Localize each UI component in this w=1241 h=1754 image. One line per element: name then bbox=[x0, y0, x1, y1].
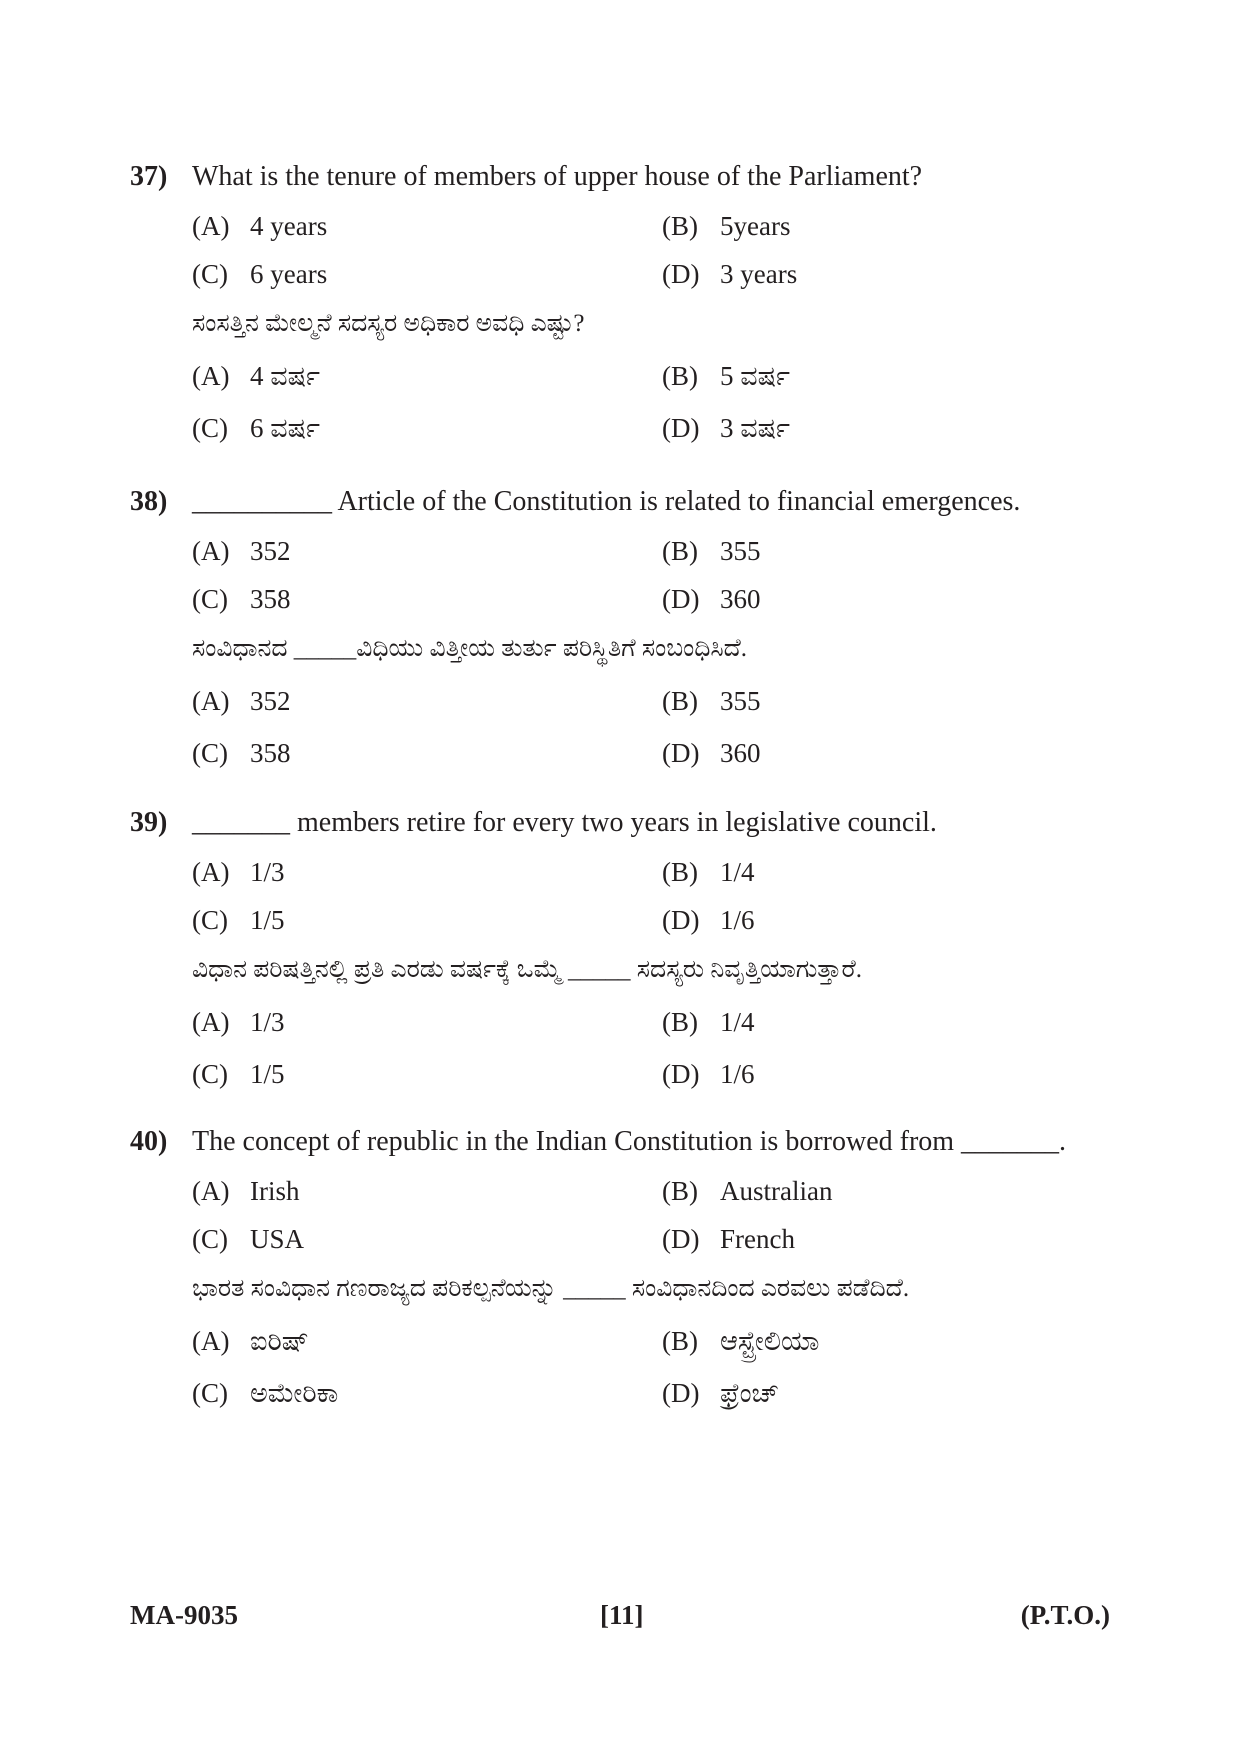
option-d: (D) 360 bbox=[662, 584, 761, 614]
kannada-option-d: (D) 3 ವರ್ಷ bbox=[662, 413, 790, 443]
question-39 bbox=[130, 798, 1130, 1100]
option-c: (C) 6 years bbox=[192, 259, 328, 289]
question-number: 37) bbox=[130, 161, 168, 192]
options-row bbox=[130, 575, 1130, 623]
question-40 bbox=[130, 1117, 1130, 1419]
option-b: (B) 5years bbox=[662, 211, 791, 241]
kannada-question-text: ಸಂವಿಧಾನದ _____ವಿಧಿಯು ವಿತ್ತೀಯ ತುರ್ತು ಪರಿಸ್ಥಿತಿಗೆ ಸಂಬಂಧಿಸಿದೆ. bbox=[192, 635, 748, 662]
question-text: The concept of republic in the Indian Constitution is borrowed from _______. bbox=[192, 1126, 1067, 1157]
kannada-question-text: ವಿಧಾನ ಪರಿಷತ್ತಿನಲ್ಲಿ ಪ್ರತಿ ಎರಡು ವರ್ಷಕ್ಕೆ ಒಮ್ಮೆ _____ ಸದಸ್ಯರು ನಿವೃತ್ತಿಯಾಗುತ್ತಾರೆ. bbox=[192, 956, 862, 983]
paper-code: MA-9035 bbox=[130, 1600, 238, 1630]
kannada-option-a: (A) 1/3 bbox=[192, 1007, 285, 1037]
question-text: _______ members retire for every two years in legislative council. bbox=[192, 807, 937, 838]
kannada-option-a: (A) ಐರಿಷ್ bbox=[192, 1326, 309, 1356]
kannada-question-text: ಸಂಸತ್ತಿನ ಮೇಲ್ಮನೆ ಸದಸ್ಯರ ಅಧಿಕಾರ ಅವಧಿ ಎಷ್ಟು? bbox=[192, 310, 585, 337]
option-d: (D) French bbox=[662, 1224, 795, 1254]
option-c: (C) 358 bbox=[192, 584, 291, 614]
question-number: 39) bbox=[130, 807, 168, 838]
kannada-option-b: (B) 1/4 bbox=[662, 1007, 755, 1037]
option-b: (B) Australian bbox=[662, 1176, 833, 1206]
option-c: (C) USA bbox=[192, 1224, 305, 1254]
question-37 bbox=[130, 152, 1130, 454]
options-row bbox=[130, 1167, 1130, 1215]
option-a: (A) Irish bbox=[192, 1176, 300, 1206]
kannada-option-b: (B) ಆಸ್ಟ್ರೇಲಿಯಾ bbox=[662, 1326, 820, 1356]
option-a: (A) 4 years bbox=[192, 211, 328, 241]
kannada-option-c: (C) 1/5 bbox=[192, 1059, 285, 1089]
option-d: (D) 1/6 bbox=[662, 905, 755, 935]
kannada-options-row bbox=[130, 675, 1130, 727]
kannada-options-row bbox=[130, 1367, 1130, 1419]
question-number: 38) bbox=[130, 486, 168, 517]
question-text: __________ Article of the Constitution is related to financial emergences. bbox=[192, 486, 1021, 517]
kannada-option-c: (C) 6 ವರ್ಷ bbox=[192, 413, 320, 443]
kannada-option-d: (D) ಫ್ರೆಂಚ್ bbox=[662, 1378, 779, 1408]
kannada-options-row bbox=[130, 727, 1130, 779]
kannada-option-c: (C) 358 bbox=[192, 738, 291, 768]
kannada-option-b: (B) 5 ವರ್ಷ bbox=[662, 361, 790, 391]
option-a: (A) 1/3 bbox=[192, 857, 285, 887]
kannada-options-row bbox=[130, 350, 1130, 402]
question-stem bbox=[130, 477, 1130, 527]
kannada-options-row bbox=[130, 402, 1130, 454]
kannada-options-row bbox=[130, 1048, 1130, 1100]
kannada-option-b: (B) 355 bbox=[662, 686, 761, 716]
kannada-option-c: (C) ಅಮೇರಿಕಾ bbox=[192, 1378, 339, 1408]
options-row bbox=[130, 1215, 1130, 1263]
page-footer bbox=[130, 1595, 1110, 1635]
question-stem bbox=[130, 152, 1130, 202]
kannada-option-a: (A) 4 ವರ್ಷ bbox=[192, 361, 320, 391]
question-number: 40) bbox=[130, 1126, 168, 1157]
kannada-question-text: ಭಾರತ ಸಂವಿಧಾನ ಗಣರಾಜ್ಯದ ಪರಿಕಲ್ಪನೆಯನ್ನು _____ ಸಂವಿಧಾನದಿಂದ ಎರವಲು ಪಡೆದಿದೆ. bbox=[192, 1275, 910, 1302]
kannada-options-row bbox=[130, 1315, 1130, 1367]
kannada-options-row bbox=[130, 996, 1130, 1048]
question-stem bbox=[130, 1117, 1130, 1167]
option-d: (D) 3 years bbox=[662, 259, 798, 289]
options-row bbox=[130, 896, 1130, 944]
option-b: (B) 1/4 bbox=[662, 857, 755, 887]
question-38 bbox=[130, 477, 1130, 779]
options-row bbox=[130, 527, 1130, 575]
page-number: [11] bbox=[600, 1600, 644, 1630]
kannada-option-d: (D) 1/6 bbox=[662, 1059, 755, 1089]
question-text: What is the tenure of members of upper house of the Parliament? bbox=[192, 161, 923, 192]
please-turn-over: (P.T.O.) bbox=[1020, 1600, 1110, 1630]
option-a: (A) 352 bbox=[192, 536, 291, 566]
options-row bbox=[130, 250, 1130, 298]
options-row bbox=[130, 202, 1130, 250]
kannada-option-d: (D) 360 bbox=[662, 738, 761, 768]
option-b: (B) 355 bbox=[662, 536, 761, 566]
kannada-option-a: (A) 352 bbox=[192, 686, 291, 716]
option-c: (C) 1/5 bbox=[192, 905, 285, 935]
question-stem bbox=[130, 798, 1130, 848]
options-row bbox=[130, 848, 1130, 896]
